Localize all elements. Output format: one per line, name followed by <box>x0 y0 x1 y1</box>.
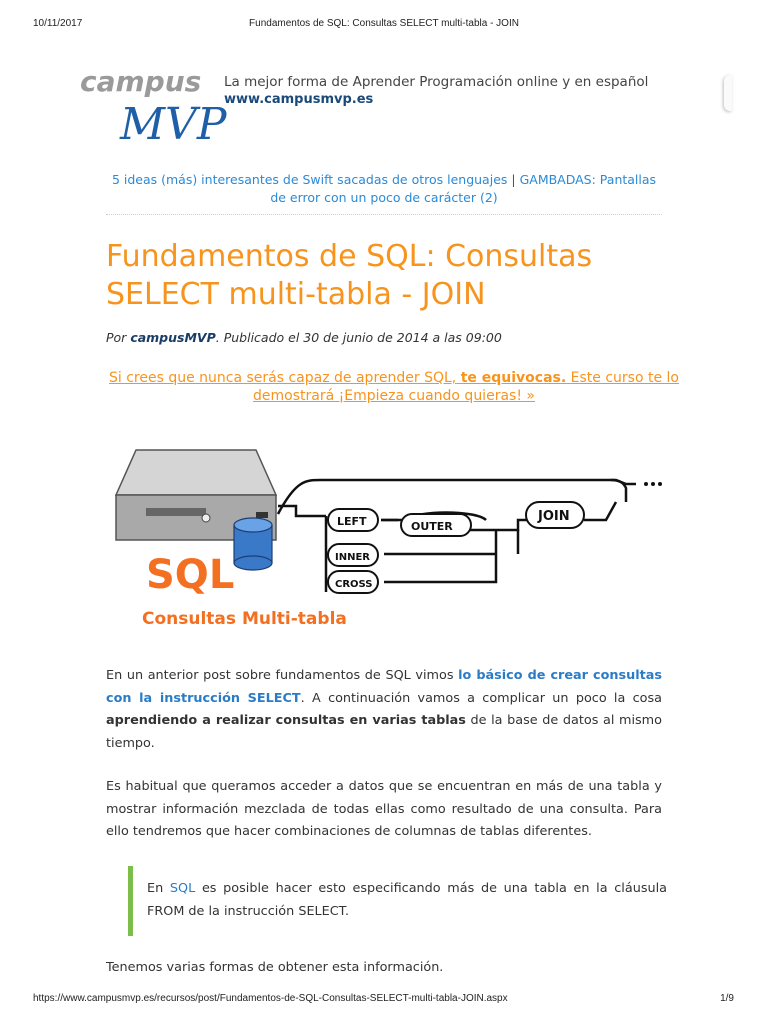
basic-select-link[interactable]: lo básico de crear consultas con la instrucción SELECT <box>106 668 662 706</box>
hero-title: SQL <box>146 552 235 598</box>
body-paragraph-1 <box>106 665 662 755</box>
header-divider <box>106 214 662 215</box>
article-title: Fundamentos de SQL: Consultas SELECT multi-tabla - JOIN <box>106 239 593 312</box>
post-navigation <box>106 171 662 207</box>
diagram-end-dots <box>644 482 662 486</box>
sql-join-hero-image <box>106 440 666 640</box>
kw-cross: CROSS <box>335 579 373 590</box>
print-footer-url: https://www.campusmvp.es/recursos/post/Fundamentos-de-SQL-Consultas-SELECT-multi-tabla-JOIN.aspx <box>33 993 508 1004</box>
site-url-link[interactable]: www.campusmvp.es <box>224 92 374 107</box>
promo-text-c: Este curso te lo demostrará ¡Empieza cuando quieras! » <box>253 370 679 404</box>
campusmvp-logo[interactable] <box>78 65 227 150</box>
publish-date: . Publicado el 30 de junio de 2014 a las 09:00 <box>215 330 502 345</box>
kw-join: JOIN <box>538 509 570 524</box>
next-post-link[interactable]: GAMBADAS: Pantallas de error con un poco de carácter (2) <box>270 172 657 205</box>
print-page-title: Fundamentos de SQL: Consultas SELECT multi-tabla - JOIN <box>249 18 519 29</box>
side-widget-tab[interactable] <box>724 75 732 111</box>
blockquote <box>128 866 667 936</box>
p1-text-a: En un anterior post sobre fundamentos de SQL vimos <box>106 668 454 683</box>
promo-text-bold: te equivocas. <box>460 370 567 386</box>
quote-text-b: es posible hacer esto especificando más de una tabla en la cláusula FROM de la instrucción SELECT. <box>147 881 667 919</box>
post-nav-separator: | <box>511 172 516 187</box>
p1-bold: aprendiendo a realizar consultas en varias tablas <box>106 713 466 728</box>
quote-text-a: En <box>147 881 164 896</box>
logo-text-campus: campus <box>80 65 202 98</box>
p1-text-b: . A continuación vamos a complicar un poco la cosa <box>300 690 663 706</box>
body-paragraph-2: Es habitual que queramos acceder a datos que se encuentran en más de una tabla y mostrar información mezclada de todas ellas como resultado de una consulta. Para ello tendremos que hacer combinaciones de columnas de tablas diferentes. <box>106 779 662 839</box>
logo-text-mvp: MVP <box>120 99 227 150</box>
p1-text-c: de la base de datos al mismo tiempo. <box>106 713 662 751</box>
body-paragraph-4: Tenemos varias formas de obtener esta información. <box>106 960 444 975</box>
print-footer <box>0 993 768 1007</box>
course-promo-link[interactable] <box>106 369 682 405</box>
byline-prefix: Por <box>106 330 127 345</box>
author-link[interactable]: campusMVP <box>130 330 216 345</box>
print-page-number: 1/9 <box>720 993 734 1004</box>
kw-outer: OUTER <box>411 520 453 533</box>
sql-link[interactable]: SQL <box>169 881 196 896</box>
prev-post-link[interactable]: 5 ideas (más) interesantes de Swift sacadas de otros lenguajes <box>111 172 508 187</box>
site-tagline <box>224 73 648 109</box>
kw-inner: INNER <box>335 552 370 563</box>
tagline-text: La mejor forma de Aprender Programación online y en español <box>224 74 649 90</box>
promo-text-a: Si crees que nunca serás capaz de aprender SQL, <box>108 370 457 386</box>
article-byline <box>106 330 502 345</box>
print-date: 10/11/2017 <box>33 18 83 29</box>
hero-subtitle: Consultas Multi-tabla <box>142 609 347 629</box>
print-header <box>0 6 768 29</box>
kw-left: LEFT <box>337 515 367 528</box>
database-icon <box>234 518 272 570</box>
